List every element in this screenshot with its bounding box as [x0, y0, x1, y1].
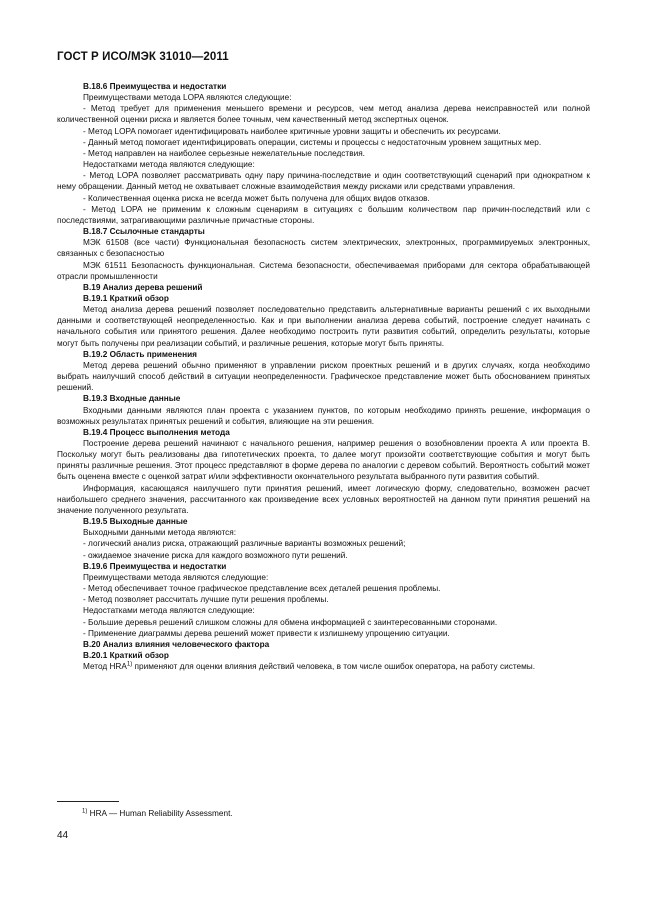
footnote-divider	[57, 801, 119, 802]
paragraph: МЭК 61511 Безопасность функциональная. Система безопасности, обеспечиваемая приборами для сектора обрабатывающей отрасли промышленности	[57, 260, 590, 281]
paragraph	[57, 661, 590, 672]
page-body	[57, 81, 590, 672]
paragraph-text: Метод HRA	[83, 662, 127, 672]
paragraph: Недостатками метода являются следующие:	[83, 160, 255, 170]
paragraph: - Большие деревья решений слишком сложны для обмена информацией с заинтересованными сторонами.	[83, 617, 498, 627]
paragraph: Построение дерева решений начинают с начального решения, например решения о возобновлении проекта А или проекта В. Поскольку могут быть реализованы два гипотетических проекта, то далее могут произойти соответствующие события и могут быть приняты различные решения. Этот процесс представляют в форме дерева по аналогии с деревом событий. Вероятность событий может быть оценена вместе с оценкой затрат и/или эффективности окончательного результата выбранного пути развития событий.	[57, 439, 590, 482]
section-heading: B.19.4 Процесс выполнения метода	[83, 427, 230, 437]
paragraph: - Применение диаграммы дерева решений может привести к излишнему упрощению ситуации.	[83, 628, 450, 638]
section-heading: B.20.1 Краткий обзор	[83, 650, 169, 660]
paragraph: - логический анализ риска, отражающий различные варианты возможных решений;	[83, 539, 406, 549]
paragraph: Преимуществами метода LOPA являются следующие:	[83, 93, 292, 103]
section-heading: B.18.7 Ссылочные стандарты	[83, 227, 205, 237]
section-heading: B.20 Анализ влияния человеческого фактора	[83, 639, 270, 649]
paragraph: МЭК 61508 (все части) Функциональная безопасность систем электрических, электронных, программируемых электронных, связанных с безопасностью	[57, 238, 590, 259]
paragraph: - Метод требует для применения меньшего времени и ресурсов, чем метод анализа дерева неисправностей или полной количественной оценки риска и является более точным, чем качественный метод экспертных оценок.	[57, 104, 590, 125]
paragraph: Метод дерева решений обычно применяют в управлении риском проектных решений и в других случаях, когда необходимо выбрать наилучший способ действий в ситуации неопределенности. Графическое представление может быть обоснованием принятых решений.	[57, 360, 590, 393]
paragraph: - Количественная оценка риска не всегда может быть получена для общих видов отказов.	[83, 193, 430, 203]
paragraph: - Метод обеспечивает точное графическое представление всех деталей решения проблемы.	[83, 584, 441, 594]
paragraph: - Метод LOPA не применим к сложным сценариям в ситуациях с большим количеством пар причин-последствий или с последствиями, затрагивающими различные причастные стороны.	[57, 204, 590, 225]
paragraph: - ожидаемое значение риска для каждого возможного пути решений.	[83, 550, 348, 560]
paragraph: Недостатками метода являются следующие:	[83, 606, 255, 616]
section-heading: B.19.1 Краткий обзор	[83, 293, 169, 303]
footnote	[82, 808, 233, 819]
document-header: ГОСТ Р ИСО/МЭК 31010—2011	[57, 51, 229, 63]
section-heading: B.19 Анализ дерева решений	[83, 282, 203, 292]
paragraph: Выходными данными метода являются:	[83, 528, 237, 538]
paragraph: - Метод позволяет рассчитать лучшие пути решения проблемы.	[83, 595, 329, 605]
section-heading: B.19.6 Преимущества и недостатки	[83, 561, 227, 571]
paragraph: - Данный метод помогает идентифицировать операции, системы и процессы с недостаточным уровнем защитных мер.	[83, 137, 542, 147]
paragraph: Метод анализа дерева решений позволяет последовательно представить альтернативные варианты решений с их выходными данными и соответствующей неопределенностью. Как и при выполнении анализа дерева событий, построение следует начинать с начального события или принятого решения. Далее необходимо построить пути развития событий, определить результаты, которые могут быть получены при реализации событий, и различные решения, которые могут быть приняты.	[57, 305, 590, 348]
paragraph: - Метод LOPA позволяет рассматривать одну пару причина-последствие и один соответствующий сценарий при однократном к нему обращении. Данный метод не охватывает сложные взаимодействия между рисками или средствами управления.	[57, 171, 590, 192]
paragraph-text: применяют для оценки влияния действий человека, в том числе ошибок оператора, на работу системы.	[132, 662, 535, 672]
paragraph: Информация, касающаяся наилучшего пути принятия решений, имеет логическую форму, следовательно, возможен расчет наибольшего среднего значения, рассчитанного как произведение всех условных вероятностей на данном пути принятия решений на значение полученного результата.	[57, 483, 590, 515]
page-number: 44	[57, 830, 69, 841]
footnote-marker: 1)	[82, 808, 88, 815]
section-heading: B.19.2 Область применения	[83, 349, 197, 359]
paragraph: - Метод LOPA помогает идентифицировать наиболее критичные уровни защиты и обеспечить их ресурсами.	[83, 126, 501, 136]
paragraph: Преимуществами метода являются следующие:	[83, 572, 269, 582]
section-heading: B.19.3 Входные данные	[83, 394, 181, 404]
footnote-reference: 1)	[126, 661, 133, 668]
paragraph: Входными данными являются план проекта с указанием пунктов, по которым необходимо принять решение, информация о возможных результатах принятых решений и события, влияющие на эти решения.	[57, 405, 590, 426]
section-heading: B.18.6 Преимущества и недостатки	[83, 82, 227, 91]
paragraph: - Метод направлен на наиболее серьезные нежелательные последствия.	[83, 148, 365, 158]
footnote-text: HRA — Human Reliability Assessment.	[87, 809, 233, 818]
section-heading: B.19.5 Выходные данные	[83, 517, 188, 527]
